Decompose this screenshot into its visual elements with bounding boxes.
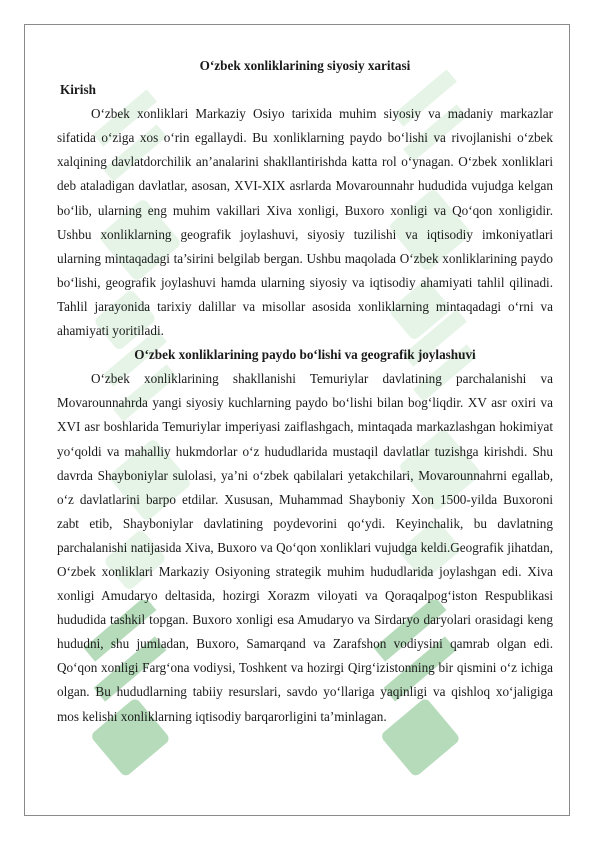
document-title: O‘zbek xonliklarining siyosiy xaritasi [199,58,411,73]
document-body [57,54,553,729]
section-paragraph: O‘zbek xonliklarining shakllanishi Temuriylar davlatining parchalanishi va Movarounnahrda yangi siyosiy kuchlarning paydo bo‘lishi bilan bog‘liqdir. XV asr oxiri va XVI asr boshlarida Temuriylar imperiyasi zaiflashgach, mintaqada markazlashgan hokimiyat yo‘qoldi va mahalliy hukmdorlar o‘z hududlarida mustaqil davlatlar tuzishga kirishdi. Shu davrda Shayboniylar sulolasi, ya’ni o‘zbek qabilalari yetakchilari, Movarounnahrni egallab, o‘z davlatlarini barpo etdilar. Xususan, Muhammad Shayboniy Xon 1500-yilda Buxoroni zabt etib, Shayboniylar davlatining poydevorini qo‘ydi. Keyinchalik, bu davlatning parchalanishi natijasida Xiva, Buxoro va Qo‘qon xonliklari vujudga keldi.Geografik jihatdan, O‘zbek xonliklari Markaziy Osiyoning strategik muhim hududlarida joylashgan edi. Xiva xonligi Amudaryo deltasida, hozirgi Xorazm viloyati va Qoraqalpog‘iston Respublikasi hududida tashkil topgan. Buxoro xonligi esa Amudaryo va Sirdaryo daryolari orasidagi keng hududni, shu jumladan, Buxoro, Samarqand va Zarafshon vodiysini qamrab olgan edi. Qo‘qon xonligi Farg‘ona vodiysi, Toshkent va hozirgi Qirg‘izistonning bir qismini o‘z ichiga olgan. Bu hududlarning tabiiy resurslari, savdo yo‘llariga yaqinligi va qishloq xo‘jaligiga mos kelishi xonliklarning iqtisodiy barqarorligini ta’minlagan. [57,371,553,724]
section-heading: O‘zbek xonliklarining paydo bo‘lishi va geografik joylashuvi [134,347,476,363]
intro-heading: Kirish [60,82,96,98]
intro-paragraph: O‘zbek xonliklari Markaziy Osiyo tarixida muhim siyosiy va madaniy markazlar sifatida o‘ziga xos o‘rin egallaydi. Bu xonliklarning paydo bo‘lishi va rivojlanishi o‘zbek xalqining davlatdorchilik an’analarini shakllantirishda katta rol o‘ynagan. O‘zbek xonliklari deb ataladigan davlatlar, asosan, XVI-XIX asrlarda Movarounnahr hududida vujudga kelgan bo‘lib, ularning eng muhim vakillari Xiva xonligi, Buxoro xonligi va Qo‘qon xonligidir. Ushbu xonliklarning geografik joylashuvi, siyosiy tuzilishi va iqtisodiy imkoniyatlari ularning mintaqadagi ta’sirini belgilab bergan. Ushbu maqolada O‘zbek xonliklarining paydo bo‘lishi, geografik joylashuvi hamda ularning siyosiy va iqtisodiy ahamiyati tahlil qilinadi. Tahlil jarayonida tarixiy dalillar va misollar asosida xonliklarning mintaqadagi o‘rni va ahamiyati yoritiladi. [57,106,553,339]
